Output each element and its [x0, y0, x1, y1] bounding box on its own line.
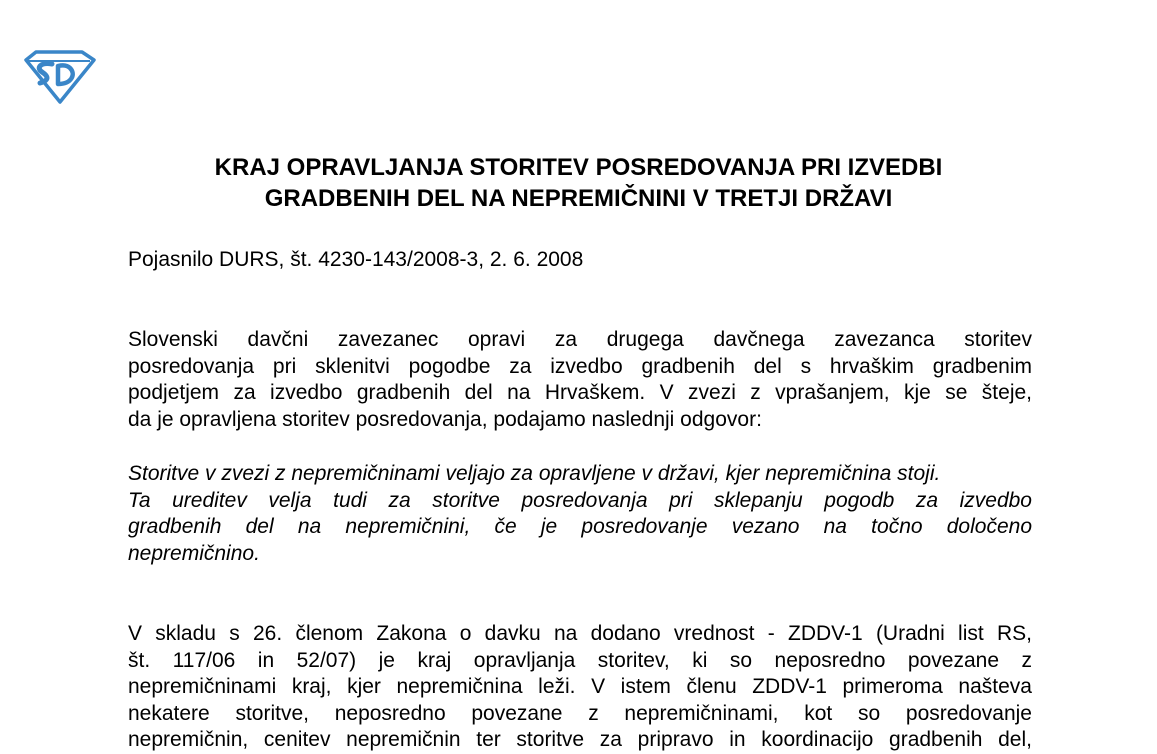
- paragraph-question: [128, 327, 1032, 433]
- paragraph-line: nepremičninami kraj, kjer nepremičnina leži. V istem členu ZDDV-1 primeroma našteva: [128, 675, 1032, 698]
- paragraph-line: Slovenski davčni zavezanec opravi za drugega davčnega zavezanca storitev: [128, 328, 1032, 351]
- paragraph-line: nekatere storitve, neposredno povezane z nepremičninami, kot so posredovanje: [128, 701, 1032, 725]
- durs-logo: [22, 50, 96, 104]
- paragraph-line: št. 117/06 in 52/07) je kraj opravljanja storitev, ki so neposredno povezane z: [128, 648, 1032, 672]
- title-line: KRAJ OPRAVLJANJA STORITEV POSREDOVANJA PRI IZVEDBI: [214, 154, 943, 181]
- paragraph-line: podjetjem za izvedbo gradbenih del na Hrvaškem. V zvezi z vprašanjem, kje se šteje,: [128, 381, 1032, 404]
- document-title: [0, 152, 1157, 214]
- paragraph-explanation: [128, 621, 1032, 754]
- paragraph-answer: [128, 461, 1032, 567]
- paragraph-line: posredovanja pri sklenitvi pogodbe za izvedbo gradbenih del s hrvaškim gradbenim: [128, 354, 1032, 378]
- paragraph-line: gradbenih del na nepremičnini, če je posredovanje vezano na točno določeno: [128, 515, 1032, 538]
- paragraph-line: da je opravljena storitev posredovanja, podajamo naslednji odgovor:: [128, 407, 762, 431]
- paragraph-line: nepremičnino.: [128, 541, 260, 565]
- document-reference: Pojasnilo DURS, št. 4230-143/2008-3, 2. 6. 2008: [128, 248, 584, 271]
- paragraph-line: Storitve v zvezi z nepremičninami veljajo za opravljene v državi, kjer nepremičnina stoji.: [128, 462, 941, 485]
- paragraph-line: nepremičnin, cenitev nepremičnin ter storitve za pripravo in koordinacijo gradbenih del,: [128, 728, 1032, 751]
- paragraph-line: Ta ureditev velja tudi za storitve posredovanja pri sklepanju pogodb za izvedbo: [128, 488, 1032, 512]
- title-line: GRADBENIH DEL NA NEPREMIČNINI V TRETJI DRŽAVI: [264, 185, 893, 212]
- paragraph-line: V skladu s 26. členom Zakona o davku na dodano vrednost - ZDDV-1 (Uradni list RS,: [128, 622, 1032, 645]
